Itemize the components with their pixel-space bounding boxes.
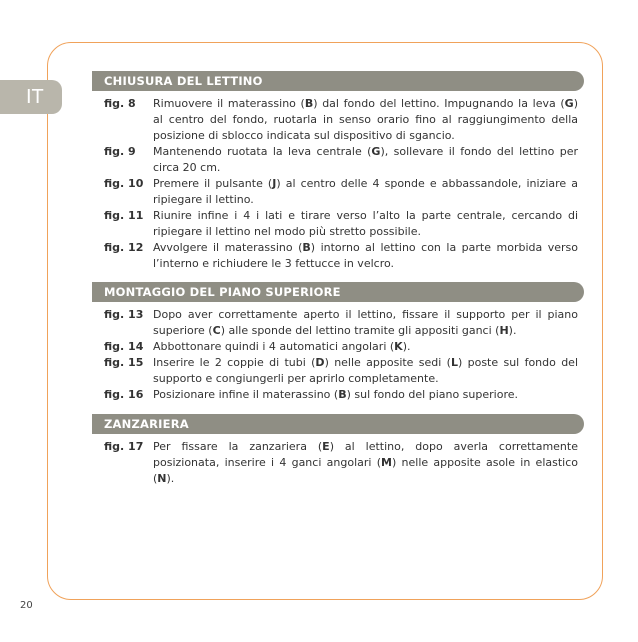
instruction-text: Inserire le 2 coppie di tubi (D) nelle apposite sedi (L) poste sul fondo del supporto e congiungerli per aprirlo completamente. <box>153 356 579 385</box>
figure-label: fig. 10 <box>104 177 144 190</box>
instruction-text: Avvolgere il materassino (B) intorno al lettino con la parte morbida verso l’interno e richiudere le 3 fettucce in velcro. <box>153 241 578 270</box>
page-number: 20 <box>20 600 33 611</box>
instruction-text: Per fissare la zanzariera (E) al lettino, dopo averla correttamente posizionata, inserire i 4 ganci angolari (M) nelle apposite asole in elastico (N). <box>153 440 578 485</box>
instruction-text: Premere il pulsante (J) al centro delle 4 sponde e abbassandole, iniziare a ripiegare il lettino. <box>153 177 578 206</box>
section-items-montaggio <box>104 307 578 403</box>
figure-label: fig. 14 <box>104 340 144 353</box>
figure-label: fig. 12 <box>104 241 144 254</box>
instruction-item <box>104 387 578 403</box>
language-tab: IT <box>0 80 62 114</box>
instruction-item <box>104 307 578 339</box>
instruction-item <box>104 144 578 176</box>
figure-label: fig. 8 <box>104 97 136 110</box>
section-title-montaggio: MONTAGGIO DEL PIANO SUPERIORE <box>92 282 584 302</box>
instruction-item <box>104 439 578 487</box>
instruction-item <box>104 339 578 355</box>
figure-label: fig. 13 <box>104 308 144 321</box>
figure-label: fig. 17 <box>104 440 144 453</box>
section-items-chiusura <box>104 96 578 272</box>
section-items-zanzariera <box>104 439 578 487</box>
section-title-zanzariera: ZANZARIERA <box>92 414 584 434</box>
instruction-text: Riunire infine i 4 i lati e tirare verso l’alto la parte centrale, cercando di ripiegare il lettino nel modo più stretto possibile. <box>153 209 578 238</box>
instruction-text: Abbottonare quindi i 4 automatici angolari (K). <box>153 340 411 353</box>
figure-label: fig. 15 <box>104 356 144 369</box>
instruction-item <box>104 355 578 387</box>
instruction-text: Dopo aver correttamente aperto il lettino, fissare il supporto per il piano superiore (C) alle sponde del lettino tramite gli appositi ganci (H). <box>153 308 578 337</box>
instruction-item <box>104 176 578 208</box>
figure-label: fig. 11 <box>104 209 144 222</box>
instruction-item <box>104 96 578 144</box>
instruction-item <box>104 240 578 272</box>
figure-label: fig. 9 <box>104 145 136 158</box>
section-title-chiusura: CHIUSURA DEL LETTINO <box>92 71 584 91</box>
instruction-text: Mantenendo ruotata la leva centrale (G), sollevare il fondo del lettino per circa 20 cm. <box>153 145 578 174</box>
instruction-item <box>104 208 578 240</box>
instruction-text: Posizionare infine il materassino (B) sul fondo del piano superiore. <box>153 388 518 401</box>
figure-label: fig. 16 <box>104 388 144 401</box>
instruction-text: Rimuovere il materassino (B) dal fondo del lettino. Impugnando la leva (G) al centro del fondo, ruotarla in senso orario fino al raggiungimento della posizione di sblocco indicata sul dispositivo di sgancio. <box>153 97 578 142</box>
